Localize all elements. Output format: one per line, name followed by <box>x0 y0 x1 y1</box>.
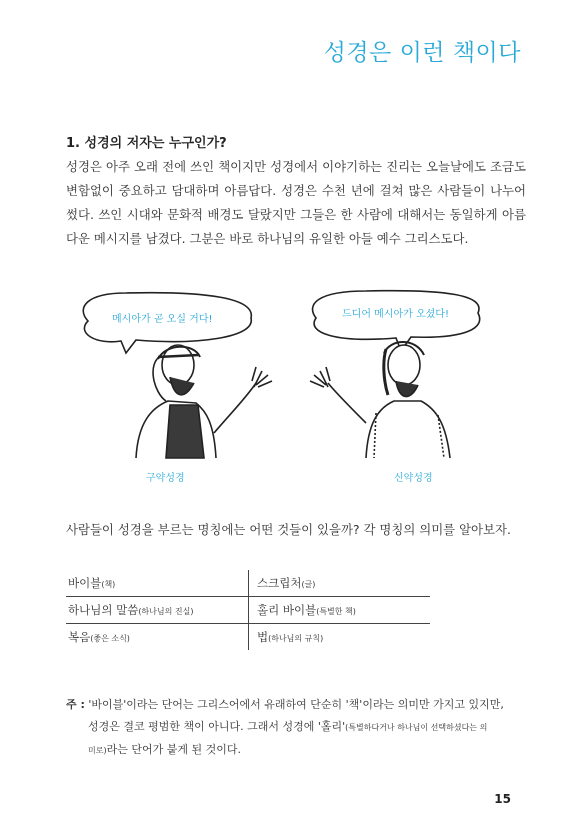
table-cell: 복음(좋은 소식) <box>68 630 130 644</box>
table-row <box>66 570 430 597</box>
left-caption: 구약성경 <box>146 473 185 484</box>
footnote-line-1: 주 : '바이블'이라는 단어는 그리스어에서 유래하여 단순히 '책'이라는 의미만 가지고 있지만, <box>66 698 504 711</box>
footnote-label: 주 : <box>66 698 85 711</box>
table-row <box>66 597 430 624</box>
table-row <box>66 624 430 650</box>
chapter-title: 성경은 이런 책이다 <box>323 40 521 66</box>
page-number: 15 <box>494 792 511 806</box>
intro-paragraph: 성경은 아주 오래 전에 쓰인 책이지만 성경에서 이야기하는 진리는 오늘날에도 조금도 변함없이 중요하고 담대하며 아름답다. 성경은 수천 년에 걸쳐 많은 사람들이 나누어 썼다. 쓰인 시대와 문화적 배경도 달랐지만 그들은 한 사람에 대해서는 동일하게 아름다운 메시지를 남겼다. 그분은 바로 하나님의 유일한 아들 예수 그리스도다. <box>66 159 526 246</box>
footnote-line-2: 성경은 결코 평범한 책이 아니다. 그래서 성경에 '홀리'(특별하다거나 하나님이 선택하셨다는 의 <box>88 720 488 733</box>
table-cell: 법(하나님의 규칙) <box>248 624 430 650</box>
footnote-line-3: 미로)라는 단어가 붙게 된 것이다. <box>88 743 241 756</box>
old-testament-man <box>106 345 286 458</box>
table-cell: 하나님의 말씀(하나님의 진실) <box>68 603 194 617</box>
table-cell: 스크립처(글) <box>248 570 430 596</box>
right-caption: 신약성경 <box>394 473 433 484</box>
table-cell: 바이블(책) <box>68 576 116 590</box>
names-paragraph: 사람들이 성경을 부르는 명칭에는 어떤 것들이 있을까? 각 명칭의 의미를 알아보자. <box>66 522 511 537</box>
right-bubble-text: 드디어 메시아가 오셨다! <box>342 309 449 320</box>
illustration <box>66 283 506 488</box>
new-testament-man <box>310 342 450 458</box>
section-heading: 1. 성경의 저자는 누구인가? <box>66 136 227 151</box>
table-cell: 홀리 바이블(특별한 책) <box>248 597 430 623</box>
names-table <box>66 570 430 650</box>
left-bubble-text: 메시아가 곧 오실 거다! <box>112 314 213 325</box>
footnote <box>66 694 536 762</box>
